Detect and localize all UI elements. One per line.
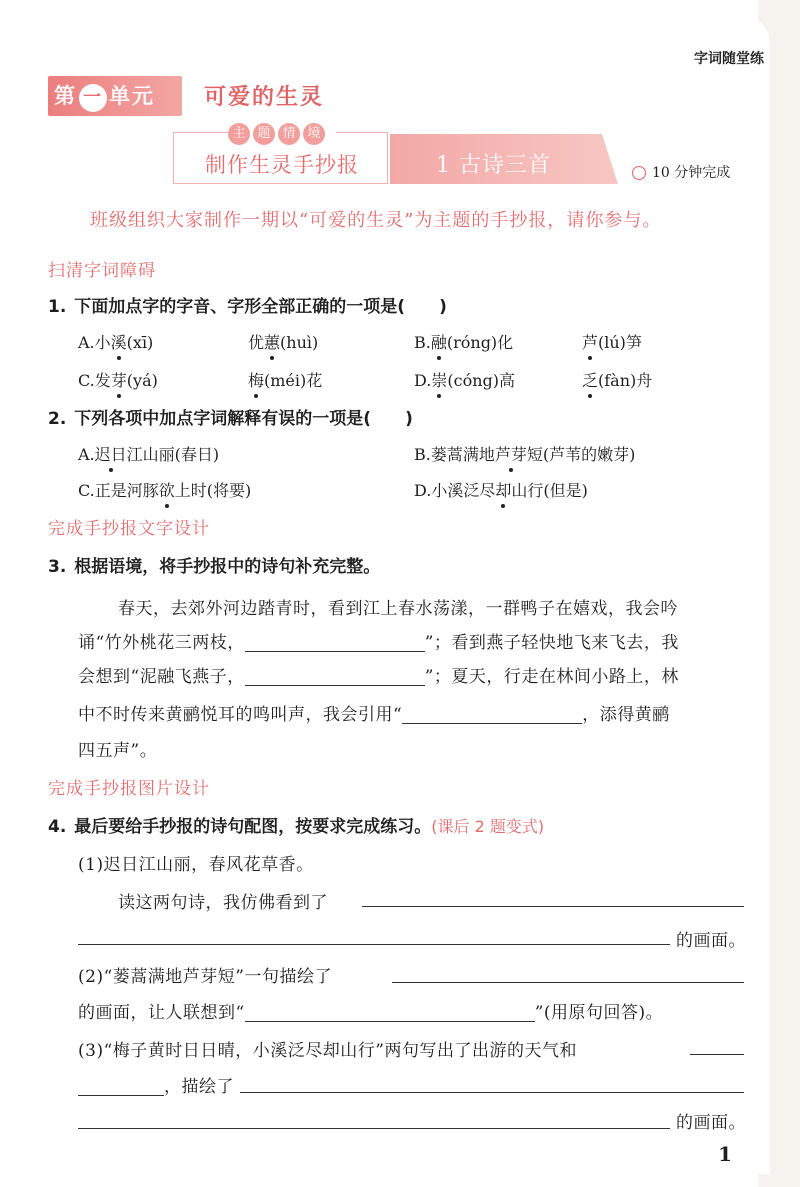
theme-tag-char: 题 (253, 123, 275, 145)
unit-badge (48, 76, 182, 116)
option-label: A. (78, 445, 95, 464)
dotted-char: 芽 (111, 368, 127, 391)
intro-text: 班级组织大家制作一期以“可爱的生灵”为主题的手抄报，请你参与。 (90, 210, 662, 231)
unit-suffix: 单元 (109, 84, 155, 108)
alarm-clock-icon (632, 166, 646, 180)
page-number: 1 (718, 1142, 732, 1166)
q2-option-c (78, 478, 251, 501)
dotted-char: 却 (495, 478, 511, 501)
passage-text: 会想到“泥融飞燕子， (78, 667, 245, 687)
theme-tag (228, 122, 336, 144)
option-text: (róng)化 (446, 333, 514, 352)
q4-part-3-end: 的画面。 (676, 1113, 746, 1133)
q3-line-3 (78, 662, 679, 687)
theme-tag-char: 情 (278, 123, 300, 145)
option-text: 江山丽(春日) (126, 445, 220, 464)
option-text: (huì) (280, 333, 319, 352)
q4-part-2-line-2 (78, 998, 663, 1023)
question-stem: 最后要给手抄报的诗句配图，按要求完成练习。 (74, 817, 432, 837)
option-text: 小 (94, 333, 111, 352)
option-text: 山行(但是) (511, 481, 588, 500)
q2-option-b (414, 442, 635, 465)
q4-part-3-line-2 (78, 1072, 234, 1097)
option-text: (yá) (126, 371, 158, 390)
option-text: 短(芦苇的嫩芽) (526, 445, 636, 464)
option-text: (cóng)高 (447, 371, 515, 390)
option-text: (xī) (126, 333, 154, 352)
question-number: 3. (48, 557, 67, 577)
fill-blank-1[interactable] (245, 633, 425, 652)
fill-blank-5[interactable] (78, 1077, 164, 1096)
passage-text: ”；看到燕子轻快地飞来飞去，我 (424, 633, 679, 653)
answer-line[interactable] (392, 982, 744, 983)
question-number: 2. (48, 409, 67, 429)
dotted-char: 梅 (248, 368, 264, 391)
passage-text: ”(用原句回答)。 (534, 1003, 664, 1023)
passage-text: ”；夏天，行走在林间小路上，林 (424, 667, 679, 687)
dotted-char: 蕙 (264, 330, 280, 353)
dotted-char: 融 (431, 330, 447, 353)
q4-part-1-end: 的画面。 (676, 931, 746, 951)
question-stem: 下列各项中加点字词解释有误的一项是( ) (74, 409, 413, 429)
option-label: D. (414, 481, 432, 500)
q3-line-2 (78, 628, 679, 653)
section-head-2: 完成手抄报文字设计 (48, 519, 210, 539)
option-text: 正是河豚 (94, 481, 159, 500)
dotted-char: 乏 (582, 368, 598, 391)
q1-option-c2 (248, 368, 322, 391)
q4-part-3: (3)“梅子黄时日日晴，小溪泛尽却山行”两句写出了出游的天气和 (78, 1041, 577, 1061)
unit-prefix: 第 (54, 84, 77, 108)
fill-blank-4[interactable] (245, 1003, 535, 1022)
option-label: A. (78, 333, 95, 352)
header-label: 字词随堂练 (694, 51, 764, 67)
unit-title: 可爱的生灵 (204, 85, 325, 110)
passage-text: 诵“竹外桃花三两枝， (78, 633, 245, 653)
option-label: B. (414, 333, 431, 352)
q4-part-2: (2)“蒌蒿满地芦芽短”一句描绘了 (78, 967, 332, 987)
dotted-word: 芦芽 (495, 442, 527, 465)
fill-blank-3[interactable] (402, 705, 582, 724)
question-stem: 根据语境，将手抄报中的诗句补充完整。 (74, 557, 381, 577)
question-3 (48, 552, 380, 577)
lesson-title: 1 古诗三首 (436, 153, 551, 178)
theme-text: 制作生灵手抄报 (205, 153, 359, 177)
passage-text: 的画面，让人联想到“ (78, 1003, 245, 1023)
dotted-char: 溪 (111, 330, 127, 353)
unit-number: 一 (79, 84, 107, 112)
option-text: (méi)花 (264, 371, 323, 390)
dotted-word: 迟日 (95, 442, 127, 465)
q1-option-a (78, 330, 153, 353)
question-1 (48, 292, 447, 317)
theme-tag-char: 主 (228, 123, 250, 145)
q2-option-a (78, 442, 219, 465)
q3-line-1: 春天，去郊外河边踏青时，看到江上春水荡漾，一群鸭子在嬉戏，我会吟 (118, 599, 678, 619)
q4-part-1-prompt: 读这两句诗，我仿佛看到了 (118, 893, 328, 913)
passage-text: 中不时传来黄鹂悦耳的鸣叫声，我会引用“ (78, 705, 403, 725)
answer-line[interactable] (362, 906, 744, 907)
timer-text: 10 分钟完成 (652, 165, 731, 181)
q1-option-a2 (248, 330, 318, 353)
passage-text: ，描绘了 (164, 1077, 234, 1097)
answer-line[interactable] (690, 1054, 744, 1055)
passage-text: ，添得黄鹂 (582, 705, 670, 725)
answer-line[interactable] (240, 1092, 744, 1093)
question-stem: 下面加点字的字音、字形全部正确的一项是( ) (74, 297, 447, 317)
timer (632, 162, 730, 182)
q1-option-d2 (582, 368, 652, 391)
section-head-3: 完成手抄报图片设计 (48, 779, 210, 799)
question-4 (48, 812, 544, 837)
dotted-char: 崇 (431, 368, 447, 391)
theme-tag-char: 境 (303, 123, 325, 145)
option-text: (fàn)舟 (598, 371, 653, 390)
option-label: B. (414, 445, 431, 464)
option-text: 发 (94, 371, 111, 390)
option-text: 小溪泛尽 (431, 481, 496, 500)
answer-line[interactable] (78, 1128, 670, 1129)
q3-line-5: 四五声”。 (78, 741, 158, 761)
fill-blank-2[interactable] (245, 667, 425, 686)
answer-line[interactable] (78, 944, 670, 945)
q4-part-1: (1)迟日江山丽，春风花草香。 (78, 855, 314, 875)
dotted-char: 欲 (159, 478, 175, 501)
question-number: 4. (48, 817, 67, 837)
option-label: D. (414, 371, 432, 390)
q1-option-c (78, 368, 158, 391)
option-text: 蒌蒿满地 (430, 445, 495, 464)
q3-line-4 (78, 700, 670, 725)
option-text: 优 (248, 333, 265, 352)
option-text: 上时(将要) (174, 481, 252, 500)
question-number: 1. (48, 297, 67, 317)
section-head-1: 扫清字词障碍 (48, 261, 156, 281)
dotted-char: 芦 (582, 330, 598, 353)
q2-option-d (414, 478, 588, 501)
question-2 (48, 404, 413, 429)
option-text: (lú)笋 (598, 333, 642, 352)
question-hint: (课后 2 题变式) (431, 817, 545, 836)
q1-option-b2 (582, 330, 642, 353)
q1-option-d (414, 368, 515, 391)
option-label: C. (78, 481, 95, 500)
q1-option-b (414, 330, 513, 353)
option-label: C. (78, 371, 95, 390)
